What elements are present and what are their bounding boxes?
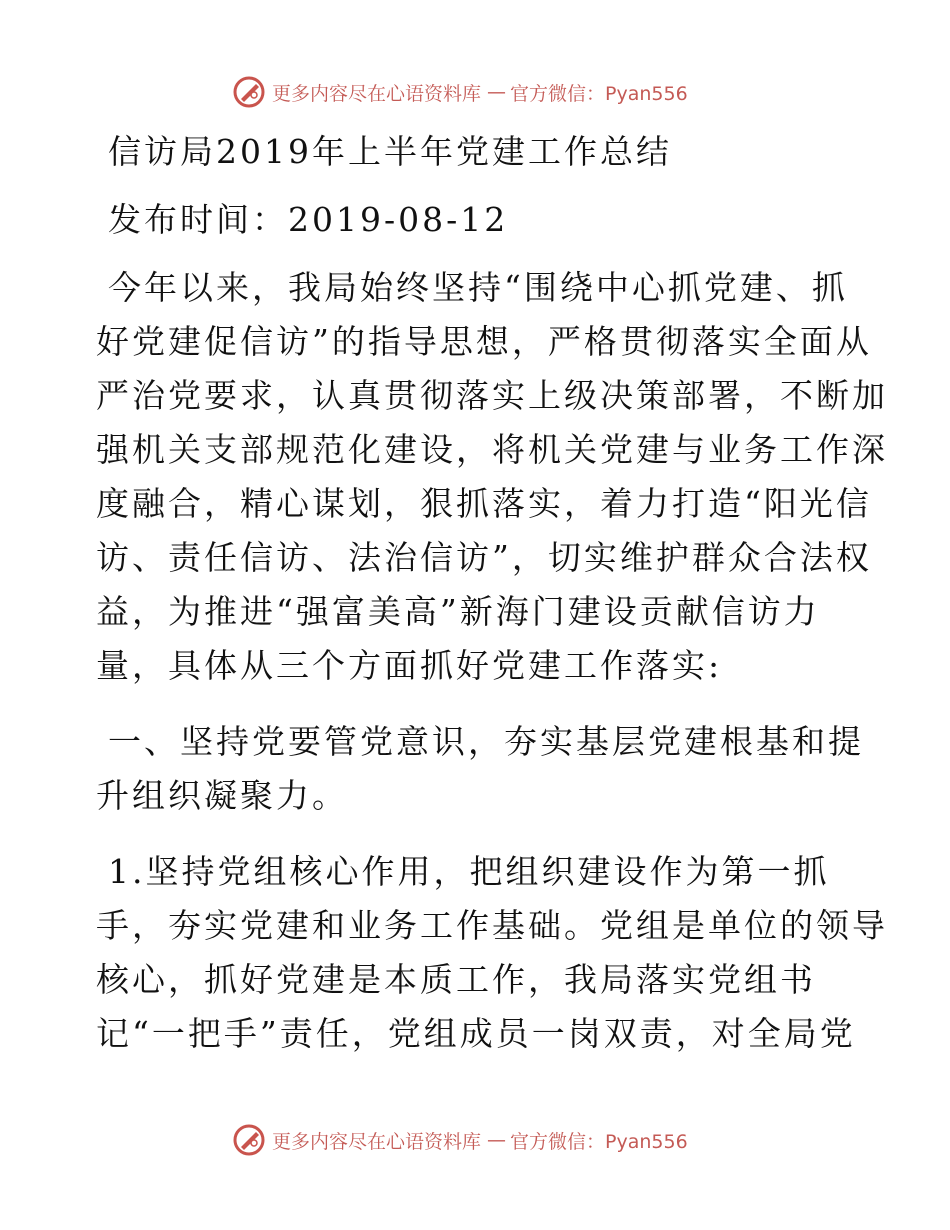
- text-line: 一、坚持党要管党意识，夯实基层党建根基和提: [108, 722, 864, 761]
- text-line: 记“一把手”责任，党组成员一岗双责，对全局党: [96, 1014, 856, 1053]
- text-line: 手，夯实党建和业务工作基础。党组是单位的领导: [96, 906, 888, 945]
- watermark-separator: —: [487, 1129, 505, 1151]
- watermark-text: 更多内容尽在心语资料库: [272, 82, 482, 105]
- watermark-wechat: 官方微信：Pyan556: [510, 82, 688, 105]
- watermark-header: [232, 72, 688, 112]
- pen-logo-icon: [232, 1123, 266, 1157]
- publish-date: 发布时间：2019-08-12: [108, 200, 509, 239]
- paragraph-intro: [96, 261, 888, 693]
- text-line: 核心，抓好党建是本质工作，我局落实党组书: [96, 960, 816, 999]
- paragraph-item-1: [96, 845, 888, 1061]
- text-line: 度融合，精心谋划，狠抓落实，着力打造“阳光信: [96, 484, 872, 523]
- text-line: 严治党要求，认真贯彻落实上级决策部署，不断加: [96, 376, 888, 415]
- watermark-footer: [232, 1120, 688, 1160]
- pen-logo-icon: [232, 75, 266, 109]
- text-line: 好党建促信访”的指导思想，严格贯彻落实全面从: [96, 322, 872, 361]
- watermark-text: 更多内容尽在心语资料库: [272, 1130, 482, 1153]
- section-heading-1: [96, 715, 864, 823]
- text-line: 1.坚持党组核心作用，把组织建设作为第一抓: [108, 852, 830, 891]
- watermark-wechat: 官方微信：Pyan556: [510, 1130, 688, 1153]
- text-line: 升组织凝聚力。: [96, 776, 348, 815]
- document-title: 信访局2019年上半年党建工作总结: [108, 132, 672, 171]
- text-line: 量，具体从三个方面抓好党建工作落实:: [96, 646, 723, 685]
- text-line: 访、责任信访、法治信访”，切实维护群众合法权: [96, 538, 872, 577]
- document-body: [96, 125, 888, 1061]
- watermark-separator: —: [487, 81, 505, 103]
- text-line: 强机关支部规范化建设，将机关党建与业务工作深: [96, 430, 888, 469]
- text-line: 今年以来，我局始终坚持“围绕中心抓党建、抓: [108, 268, 848, 307]
- text-line: 益，为推进“强富美高”新海门建设贡献信访力: [96, 592, 820, 631]
